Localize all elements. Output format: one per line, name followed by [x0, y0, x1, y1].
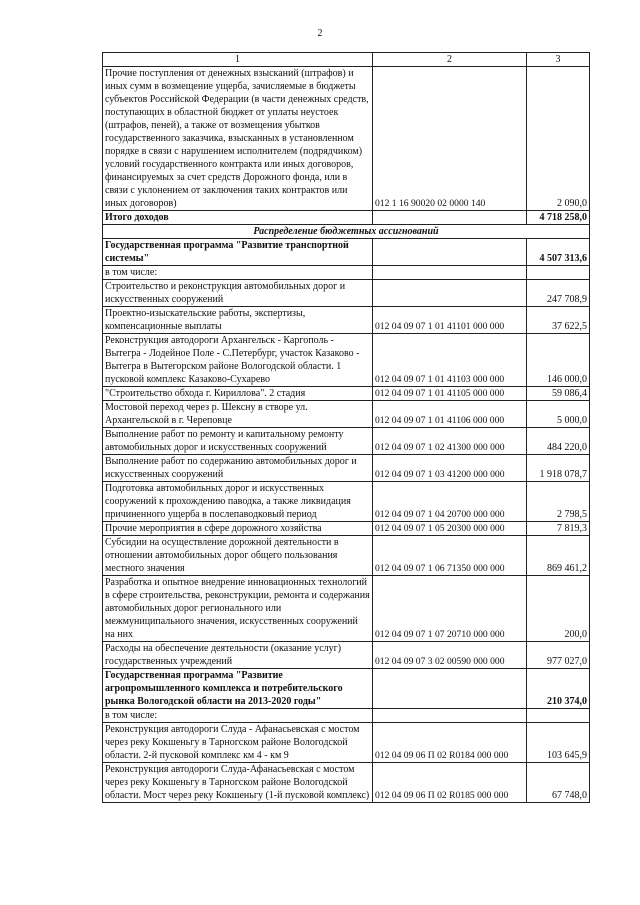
- row-budget-code: [373, 239, 527, 266]
- table-row: [103, 428, 590, 455]
- section-title: Распределение бюджетных ассигнований: [103, 225, 590, 239]
- table-row: [103, 401, 590, 428]
- table-header-row: [103, 53, 590, 67]
- row-amount: 5 000,0: [527, 401, 590, 428]
- row-amount: 67 748,0: [527, 763, 590, 803]
- table-row: [103, 763, 590, 803]
- row-description: Итого доходов: [103, 211, 373, 225]
- header-col-1: 1: [103, 53, 373, 67]
- row-budget-code: [373, 266, 527, 280]
- row-budget-code: 012 04 09 07 1 06 71350 000 000: [373, 536, 527, 576]
- row-amount: 247 708,9: [527, 280, 590, 307]
- table-row: [103, 280, 590, 307]
- row-amount: 4 718 258,0: [527, 211, 590, 225]
- row-budget-code: [373, 669, 527, 709]
- section-row: [103, 225, 590, 239]
- header-col-2: 2: [373, 53, 527, 67]
- table-row: [103, 482, 590, 522]
- row-amount: [527, 266, 590, 280]
- row-description: Государственная программа "Развитие транспортной системы": [103, 239, 373, 266]
- row-description: Проектно-изыскательские работы, экспертизы, компенсационные выплаты: [103, 307, 373, 334]
- row-budget-code: 012 04 09 07 3 02 00590 000 000: [373, 642, 527, 669]
- table-row: [103, 723, 590, 763]
- row-amount: 7 819,3: [527, 522, 590, 536]
- row-description: Разработка и опытное внедрение инновационных технологий в сфере строительства, реконструкции, ремонта и содержания автомобильных дорог регионального или межмуниципального значения, искусственных сооружений на них: [103, 576, 373, 642]
- table-row: [103, 334, 590, 387]
- row-description: Мостовой переход через р. Шексну в створе ул. Архангельской в г. Череповце: [103, 401, 373, 428]
- row-budget-code: 012 04 09 07 1 04 20700 000 000: [373, 482, 527, 522]
- row-budget-code: 012 04 09 07 1 07 20710 000 000: [373, 576, 527, 642]
- row-amount: 484 220,0: [527, 428, 590, 455]
- table-row: [103, 307, 590, 334]
- row-description: Строительство и реконструкция автомобильных дорог и искусственных сооружений: [103, 280, 373, 307]
- row-budget-code: 012 04 09 07 1 05 20300 000 000: [373, 522, 527, 536]
- row-description: в том числе:: [103, 266, 373, 280]
- table-row: [103, 67, 590, 211]
- row-budget-code: 012 04 09 07 1 02 41300 000 000: [373, 428, 527, 455]
- row-budget-code: 012 04 09 06 П 02 R0185 000 000: [373, 763, 527, 803]
- row-amount: 1 918 078,7: [527, 455, 590, 482]
- table-row: [103, 522, 590, 536]
- row-amount: 200,0: [527, 576, 590, 642]
- row-amount: 210 374,0: [527, 669, 590, 709]
- table-row: [103, 709, 590, 723]
- row-budget-code: 012 04 09 06 П 02 R0184 000 000: [373, 723, 527, 763]
- header-col-3: 3: [527, 53, 590, 67]
- row-description: Реконструкция автодороги Архангельск - Каргополь - Вытегра - Лодейное Поле - С.Петербург, участок Казаково - Вытегра в Вытегорском районе Вологодской области. 1 пусковой комплекс Казаково-Сухарево: [103, 334, 373, 387]
- row-amount: [527, 709, 590, 723]
- table-row: [103, 669, 590, 709]
- page-number: 2: [317, 28, 323, 39]
- row-description: Реконструкция автодороги Слуда-Афанасьевская с мостом через реку Кокшеньгу в Тарногском районе Вологодской области. Мост через реку Кокшеньгу (1-й пусковой комплекс): [103, 763, 373, 803]
- table-row: [103, 536, 590, 576]
- row-budget-code: 012 04 09 07 1 01 41101 000 000: [373, 307, 527, 334]
- table-row: [103, 642, 590, 669]
- row-budget-code: 012 04 09 07 1 01 41105 000 000: [373, 387, 527, 401]
- row-budget-code: [373, 709, 527, 723]
- row-description: Выполнение работ по ремонту и капитальному ремонту автомобильных дорог и искусственных сооружений: [103, 428, 373, 455]
- row-amount: 977 027,0: [527, 642, 590, 669]
- row-budget-code: 012 04 09 07 1 03 41200 000 000: [373, 455, 527, 482]
- row-description: в том числе:: [103, 709, 373, 723]
- row-budget-code: [373, 280, 527, 307]
- row-budget-code: 012 04 09 07 1 01 41106 000 000: [373, 401, 527, 428]
- row-description: Субсидии на осуществление дорожной деятельности в отношении автомобильных дорог общего пользования местного значения: [103, 536, 373, 576]
- row-amount: 2 090,0: [527, 67, 590, 211]
- row-amount: 2 798,5: [527, 482, 590, 522]
- row-description: Прочие мероприятия в сфере дорожного хозяйства: [103, 522, 373, 536]
- row-description: Реконструкция автодороги Слуда - Афанасьевская с мостом через реку Кокшеньгу в Тарногском районе Вологодской области. 2-й пусковой комплекс км 4 - км 9: [103, 723, 373, 763]
- row-description: Государственная программа "Развитие агропромышленного комплекса и потребительского рынка Вологодской области на 2013-2020 годы": [103, 669, 373, 709]
- row-budget-code: 012 1 16 90020 02 0000 140: [373, 67, 527, 211]
- table-row: [103, 576, 590, 642]
- table-row: [103, 266, 590, 280]
- row-amount: 4 507 313,6: [527, 239, 590, 266]
- row-description: Расходы на обеспечение деятельности (оказание услуг) государственных учреждений: [103, 642, 373, 669]
- row-amount: 59 086,4: [527, 387, 590, 401]
- row-amount: 37 622,5: [527, 307, 590, 334]
- row-description: "Строительство обхода г. Кириллова". 2 стадия: [103, 387, 373, 401]
- row-description: Прочие поступления от денежных взысканий (штрафов) и иных сумм в возмещение ущерба, зачисляемые в бюджеты субъектов Российской Федерации (в части денежных средств, поступающих в областной бюджет от уплаты неустоек (штрафов, пеней), а также от возмещения убытков государственного заказчика, взысканных в установленном порядке в связи с нарушением исполнителем (подрядчиком) условий государственного контракта или иных договоров, финансируемых за счет средств Дорожного фонда, или в связи с уклонением от заключения таких контрактов или иных договоров): [103, 67, 373, 211]
- table-row: [103, 239, 590, 266]
- row-description: Выполнение работ по содержанию автомобильных дорог и искусственных сооружений: [103, 455, 373, 482]
- row-amount: 146 000,0: [527, 334, 590, 387]
- row-amount: 869 461,2: [527, 536, 590, 576]
- table-row: [103, 455, 590, 482]
- table-row: [103, 387, 590, 401]
- budget-table: [102, 52, 590, 803]
- row-budget-code: [373, 211, 527, 225]
- row-description: Подготовка автомобильных дорог и искусственных сооружений к прохождению паводка, а также ликвидация причиненного ущерба в послепаводковый период: [103, 482, 373, 522]
- table-row: [103, 211, 590, 225]
- row-amount: 103 645,9: [527, 723, 590, 763]
- row-budget-code: 012 04 09 07 1 01 41103 000 000: [373, 334, 527, 387]
